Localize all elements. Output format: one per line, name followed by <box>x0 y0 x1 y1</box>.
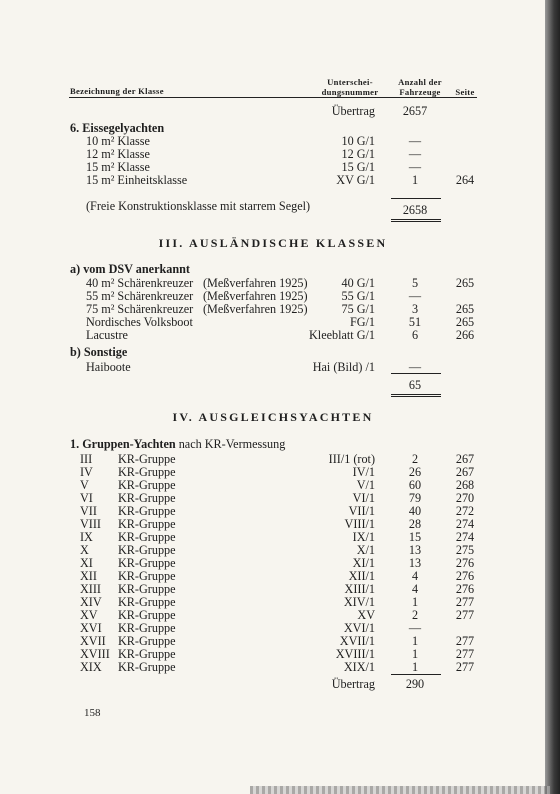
section-iv-sub-1-bold: 1. Gruppen-Yachten <box>70 437 176 451</box>
kr-group-number: XIV <box>80 595 102 609</box>
foreign-class-mark: FG/1 <box>349 315 375 329</box>
kr-group-number: XVII <box>80 634 106 648</box>
eis-class-name: 15 m² Einheitsklasse <box>86 173 188 187</box>
foreign-class-count: 3 <box>411 302 419 316</box>
eis-class-mark: 12 G/1 <box>341 147 375 161</box>
kr-group-mark: XVI/1 <box>343 621 375 635</box>
section-iii-sub-a: a) vom DSV anerkannt <box>70 262 190 276</box>
eis-class-name: 15 m² Klasse <box>86 160 150 174</box>
kr-group-count: 1 <box>411 647 419 661</box>
kr-group-number: III <box>80 452 93 466</box>
section-iii-total: 65 <box>408 378 422 392</box>
carry-in-count: 2657 <box>402 104 428 118</box>
carry-out-label: Übertrag <box>331 677 375 691</box>
kr-group-label: KR-Gruppe <box>118 634 176 648</box>
kr-group-page: 276 <box>455 569 475 583</box>
kr-group-mark: VI/1 <box>352 491 375 505</box>
foreign-class-mark: Kleeblatt G/1 <box>309 328 375 342</box>
foreign-class-name: 75 m² Schärenkreuzer <box>86 302 194 316</box>
section-iii-title: III. AUSLÄNDISCHE KLASSEN <box>158 236 388 250</box>
kr-group-label: KR-Gruppe <box>118 569 176 583</box>
kr-group-count: 13 <box>408 556 422 570</box>
kr-group-count: 15 <box>408 530 422 544</box>
kr-group-label: KR-Gruppe <box>118 465 176 479</box>
kr-group-label: KR-Gruppe <box>118 452 176 466</box>
kr-group-page: 272 <box>455 504 475 518</box>
foreign-class-name: Lacustre <box>86 328 128 342</box>
kr-group-label: KR-Gruppe <box>118 621 176 635</box>
section-iv-title: IV. AUSGLEICHSYACHTEN <box>172 410 374 424</box>
foreign-class-page: 265 <box>455 276 475 290</box>
kr-group-label: KR-Gruppe <box>118 517 176 531</box>
kr-group-count: 28 <box>408 517 422 531</box>
kr-group-count: — <box>408 621 422 635</box>
foreign-class-name: 55 m² Schärenkreuzer <box>86 289 194 303</box>
other-class-name: Haiboote <box>86 360 131 374</box>
eis-class-count: — <box>408 160 422 174</box>
kr-group-number: VIII <box>80 517 101 531</box>
kr-group-number: XIII <box>80 582 101 596</box>
kr-group-page: 267 <box>455 452 475 466</box>
kr-group-page: 270 <box>455 491 475 505</box>
kr-group-label: KR-Gruppe <box>118 582 176 596</box>
foreign-class-page: 265 <box>455 302 475 316</box>
eis-class-mark: XV G/1 <box>336 173 375 187</box>
kr-group-number: XIX <box>80 660 102 674</box>
foreign-class-method: (Meßverfahren 1925) <box>203 289 308 303</box>
kr-group-mark: XII/1 <box>348 569 375 583</box>
kr-group-number: VI <box>80 491 93 505</box>
foreign-class-count: 6 <box>411 328 419 342</box>
kr-group-page: 267 <box>455 465 475 479</box>
kr-group-mark: VII/1 <box>348 504 375 518</box>
kr-group-mark: XVII/1 <box>339 634 375 648</box>
kr-group-count: 26 <box>408 465 422 479</box>
kr-group-page: 274 <box>455 517 475 531</box>
foreign-class-method: (Meßverfahren 1925) <box>203 302 308 316</box>
kr-group-count: 79 <box>408 491 422 505</box>
kr-group-count: 60 <box>408 478 422 492</box>
foreign-class-name: Nordisches Volksboot <box>86 315 193 329</box>
kr-group-mark: V/1 <box>356 478 375 492</box>
carry-out-count: 290 <box>405 677 425 691</box>
foreign-class-page: 265 <box>455 315 475 329</box>
kr-group-mark: XIV/1 <box>343 595 375 609</box>
foreign-class-method: (Meßverfahren 1925) <box>203 276 308 290</box>
kr-group-label: KR-Gruppe <box>118 647 176 661</box>
kr-group-count: 40 <box>408 504 422 518</box>
kr-group-number: XVIII <box>80 647 110 661</box>
kr-group-page: 275 <box>455 543 475 557</box>
kr-group-mark: XV <box>357 608 375 622</box>
kr-group-page: 277 <box>455 595 475 609</box>
header-page: Seite <box>455 87 475 97</box>
kr-group-mark: XVIII/1 <box>335 647 375 661</box>
kr-group-mark: X/1 <box>356 543 375 557</box>
header-count-2: Fahrzeuge <box>399 87 441 97</box>
eis-class-count: 1 <box>411 173 419 187</box>
kr-group-label: KR-Gruppe <box>118 491 176 505</box>
book-spine-shadow <box>545 0 560 794</box>
foreign-class-mark: 55 G/1 <box>341 289 375 303</box>
foreign-class-name: 40 m² Schärenkreuzer <box>86 276 194 290</box>
kr-group-number: V <box>80 478 89 492</box>
kr-group-label: KR-Gruppe <box>118 660 176 674</box>
eis-class-mark: 10 G/1 <box>341 134 375 148</box>
kr-group-label: KR-Gruppe <box>118 504 176 518</box>
kr-group-page: 268 <box>455 478 475 492</box>
other-class-mark: Hai (Bild) /1 <box>312 360 375 374</box>
header-count-1: Anzahl der <box>398 77 442 87</box>
kr-group-number: XI <box>80 556 93 570</box>
kr-group-page: 277 <box>455 634 475 648</box>
kr-group-mark: IX/1 <box>352 530 375 544</box>
kr-group-number: IV <box>80 465 93 479</box>
kr-group-mark: VIII/1 <box>344 517 375 531</box>
kr-group-number: IX <box>80 530 93 544</box>
kr-group-count: 2 <box>411 452 419 466</box>
kr-group-count: 4 <box>411 582 419 596</box>
kr-group-count: 4 <box>411 569 419 583</box>
header-mark-1: Unterschei- <box>327 77 373 87</box>
kr-group-mark: IV/1 <box>352 465 375 479</box>
eis-class-count: — <box>408 134 422 148</box>
kr-group-label: KR-Gruppe <box>118 530 176 544</box>
foreign-class-page: 266 <box>455 328 475 342</box>
section-iv-sub-1-rest: nach KR-Vermessung <box>178 437 286 451</box>
section-6-total: 2658 <box>402 203 428 217</box>
other-class-count: — <box>408 360 422 374</box>
carry-in-label: Übertrag <box>331 104 375 118</box>
kr-group-page: 277 <box>455 660 475 674</box>
kr-group-label: KR-Gruppe <box>118 556 176 570</box>
kr-group-count: 2 <box>411 608 419 622</box>
kr-group-page: 276 <box>455 582 475 596</box>
kr-group-mark: XI/1 <box>352 556 375 570</box>
kr-group-number: XVI <box>80 621 102 635</box>
kr-group-page: 277 <box>455 608 475 622</box>
header-rule <box>69 97 477 98</box>
eis-class-name: 10 m² Klasse <box>86 134 150 148</box>
foreign-class-count: 51 <box>408 315 422 329</box>
kr-group-label: KR-Gruppe <box>118 478 176 492</box>
kr-group-label: KR-Gruppe <box>118 543 176 557</box>
foreign-class-count: 5 <box>411 276 419 290</box>
kr-group-mark: III/1 (rot) <box>328 452 375 466</box>
section-iii-sum-rule <box>391 373 441 374</box>
kr-group-label: KR-Gruppe <box>118 608 176 622</box>
section-iv-sum-rule <box>391 674 441 675</box>
section-6-note: (Freie Konstruktionsklasse mit starrem Segel) <box>86 199 311 213</box>
foreign-class-mark: 40 G/1 <box>341 276 375 290</box>
header-mark-2: dungsnummer <box>321 87 379 97</box>
kr-group-count: 1 <box>411 595 419 609</box>
section-iv-sub-1 <box>70 437 285 451</box>
kr-group-number: VII <box>80 504 97 518</box>
section-iii-sub-b: b) Sonstige <box>70 345 128 359</box>
eis-class-mark: 15 G/1 <box>341 160 375 174</box>
kr-group-page: 274 <box>455 530 475 544</box>
kr-group-page: 276 <box>455 556 475 570</box>
kr-group-count: 13 <box>408 543 422 557</box>
kr-group-mark: XIX/1 <box>343 660 375 674</box>
section-6-sum-rule <box>391 198 441 199</box>
section-6-total-rule <box>391 219 441 222</box>
kr-group-count: 1 <box>411 634 419 648</box>
eis-class-count: — <box>408 147 422 161</box>
scan-edge-strip <box>250 786 550 794</box>
section-iii-total-rule <box>391 394 441 397</box>
kr-group-count: 1 <box>411 660 419 674</box>
eis-class-name: 12 m² Klasse <box>86 147 150 161</box>
foreign-class-count: — <box>408 289 422 303</box>
kr-group-number: XII <box>80 569 97 583</box>
section-6-title: 6. Eissegelyachten <box>70 121 165 135</box>
header-class: Bezeichnung der Klasse <box>70 86 164 96</box>
kr-group-mark: XIII/1 <box>344 582 375 596</box>
kr-group-label: KR-Gruppe <box>118 595 176 609</box>
foreign-class-mark: 75 G/1 <box>341 302 375 316</box>
kr-group-number: XV <box>80 608 98 622</box>
page-number: 158 <box>84 707 101 719</box>
kr-group-page: 277 <box>455 647 475 661</box>
kr-group-number: X <box>80 543 89 557</box>
eis-class-page: 264 <box>455 173 475 187</box>
